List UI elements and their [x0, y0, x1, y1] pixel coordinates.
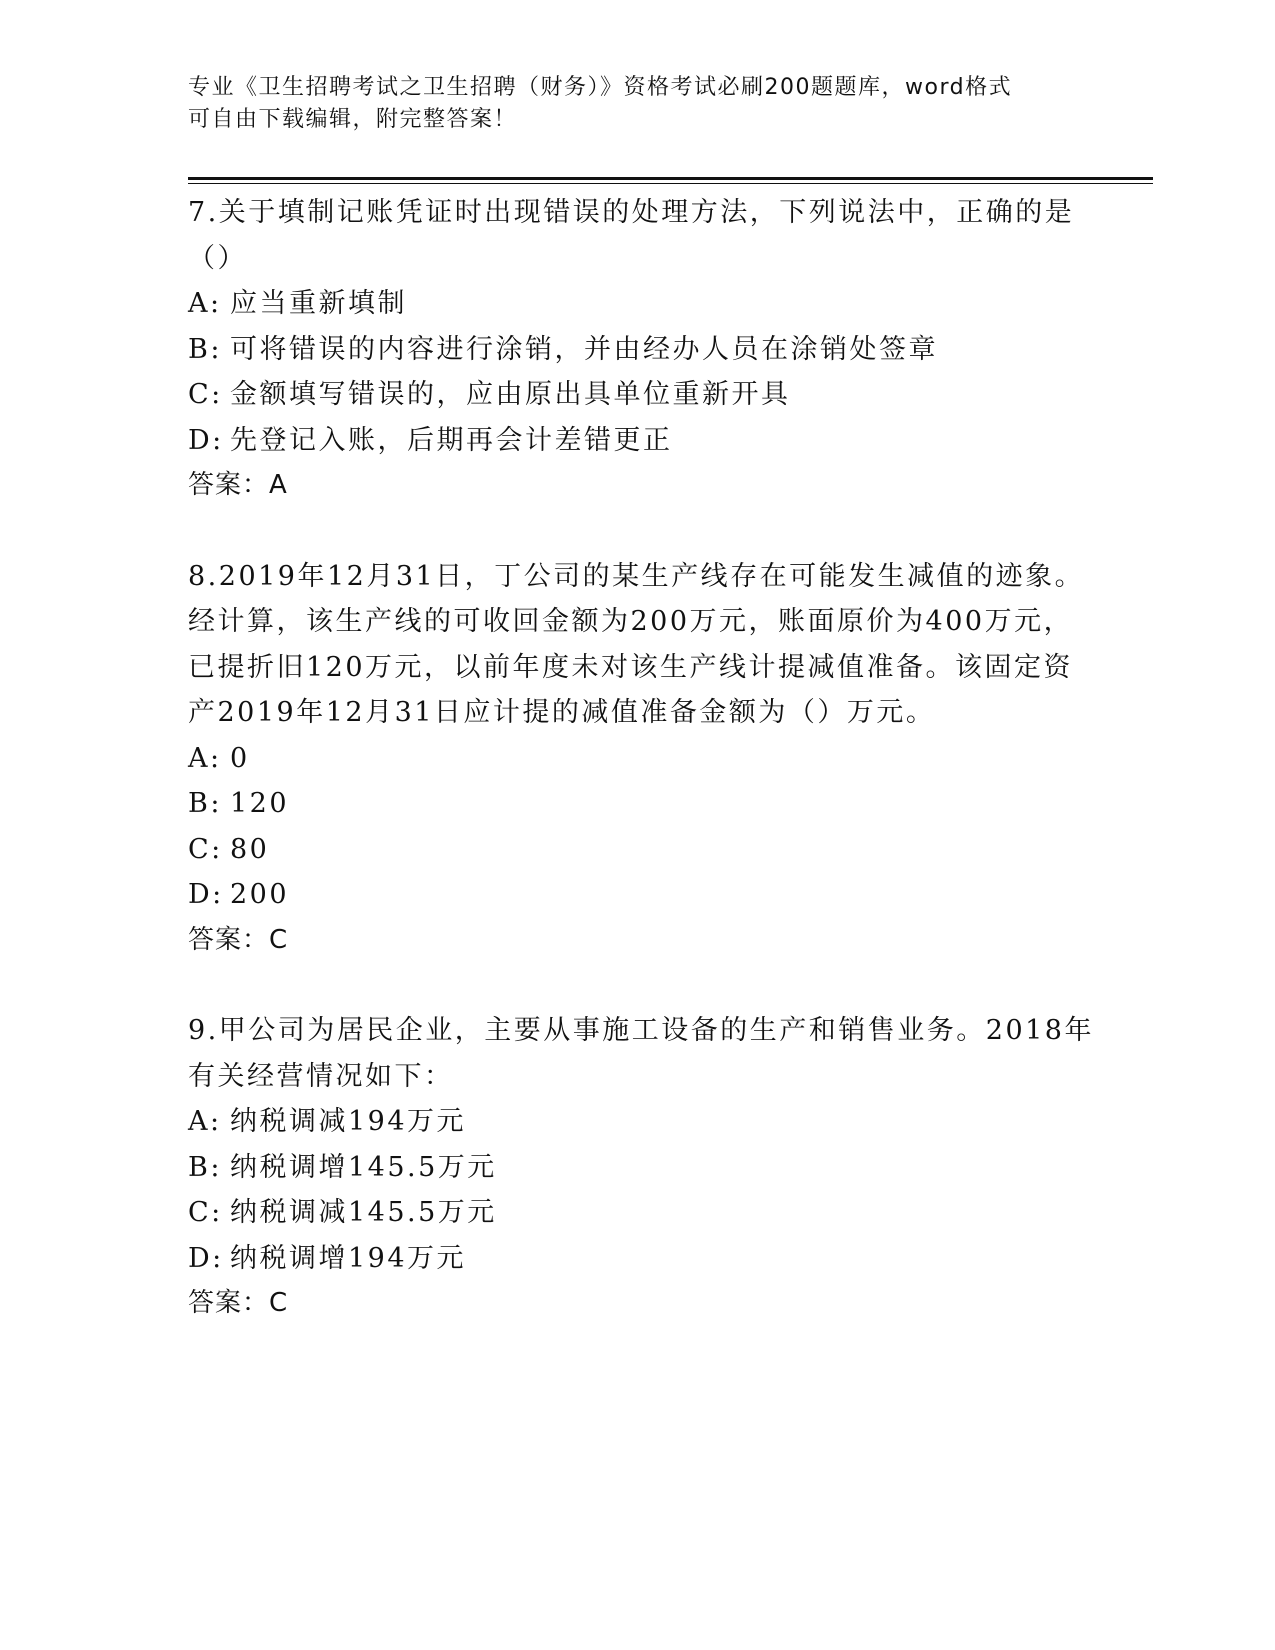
option-key: A: [188, 288, 222, 319]
document-header [188, 72, 1088, 136]
option-d [188, 418, 1088, 464]
option-b [188, 781, 1088, 827]
option-key: B: [188, 333, 222, 365]
header-line-2: 可自由下载编辑，附完整答案！ [188, 107, 518, 132]
option-key: B: [188, 1151, 222, 1183]
question-9 [188, 1008, 1094, 1327]
option-d [188, 872, 1088, 918]
question-text-line: 8.2019年12月31日，丁公司的某生产线存在可能发生减值的迹象。 [188, 560, 1085, 592]
question-text-line: 经计算，该生产线的可收回金额为200万元，账面原价为400万元， [188, 606, 1074, 637]
option-a [188, 736, 1088, 782]
question-8 [188, 554, 1088, 964]
option-b [188, 327, 1088, 373]
option-d [188, 1236, 1088, 1282]
option-key: A: [188, 1106, 222, 1137]
question-text-line: 已提折旧120万元，以前年度未对该生产线计提减值准备。该固定资 [188, 651, 1074, 683]
option-key: D: [188, 424, 224, 456]
question-text-line: 产2019年12月31日应计提的减值准备金额为（）万元。 [188, 697, 936, 728]
option-text: 200 [230, 879, 290, 910]
option-c [188, 372, 1088, 418]
question-spacer [188, 509, 1088, 554]
answer-line: 答案：C [188, 1288, 289, 1318]
option-text: 可将错误的内容进行涂销，并由经办人员在涂销处签章 [230, 333, 938, 365]
option-key: C: [188, 1197, 223, 1228]
header-divider-thin [188, 183, 1153, 184]
question-spacer [188, 963, 1088, 1008]
option-text: 80 [230, 833, 270, 865]
option-c [188, 1190, 1088, 1236]
option-text: 金额填写错误的，应由原出具单位重新开具 [230, 379, 791, 410]
option-key: D: [188, 1242, 224, 1274]
question-list [188, 190, 1094, 1327]
option-text: 先登记入账，后期再会计差错更正 [230, 424, 673, 456]
option-text: 纳税调减194万元 [230, 1106, 467, 1137]
header-divider-thick [188, 177, 1153, 180]
option-a [188, 1099, 1088, 1145]
option-a [188, 281, 1088, 327]
header-line-1: 专业《卫生招聘考试之卫生招聘（财务）》资格考试必刷200题题库，word格式 [188, 75, 1013, 100]
option-text: 纳税调减145.5万元 [230, 1197, 497, 1228]
option-key: C: [188, 379, 223, 410]
option-key: A: [188, 742, 222, 774]
question-7 [188, 190, 1088, 509]
option-text: 0 [230, 742, 250, 774]
option-key: D: [188, 879, 224, 910]
option-c [188, 827, 1088, 873]
option-text: 120 [230, 788, 290, 819]
question-text-line: 9.甲公司为居民企业，主要从事施工设备的生产和销售业务。2018年 [188, 1015, 1094, 1046]
question-text-line: 7.关于填制记账凭证时出现错误的处理方法，下列说法中，正确的是 [188, 197, 1075, 228]
question-text-line: （） [188, 242, 247, 274]
option-b [188, 1145, 1088, 1191]
option-key: C: [188, 833, 223, 865]
option-text: 纳税调增194万元 [230, 1242, 467, 1274]
option-text: 应当重新填制 [230, 288, 407, 319]
option-text: 纳税调增145.5万元 [230, 1151, 497, 1183]
answer-line: 答案：C [188, 924, 289, 955]
question-text-line: 有关经营情况如下： [188, 1060, 454, 1092]
option-key: B: [188, 788, 222, 819]
answer-line: 答案：A [188, 470, 288, 500]
